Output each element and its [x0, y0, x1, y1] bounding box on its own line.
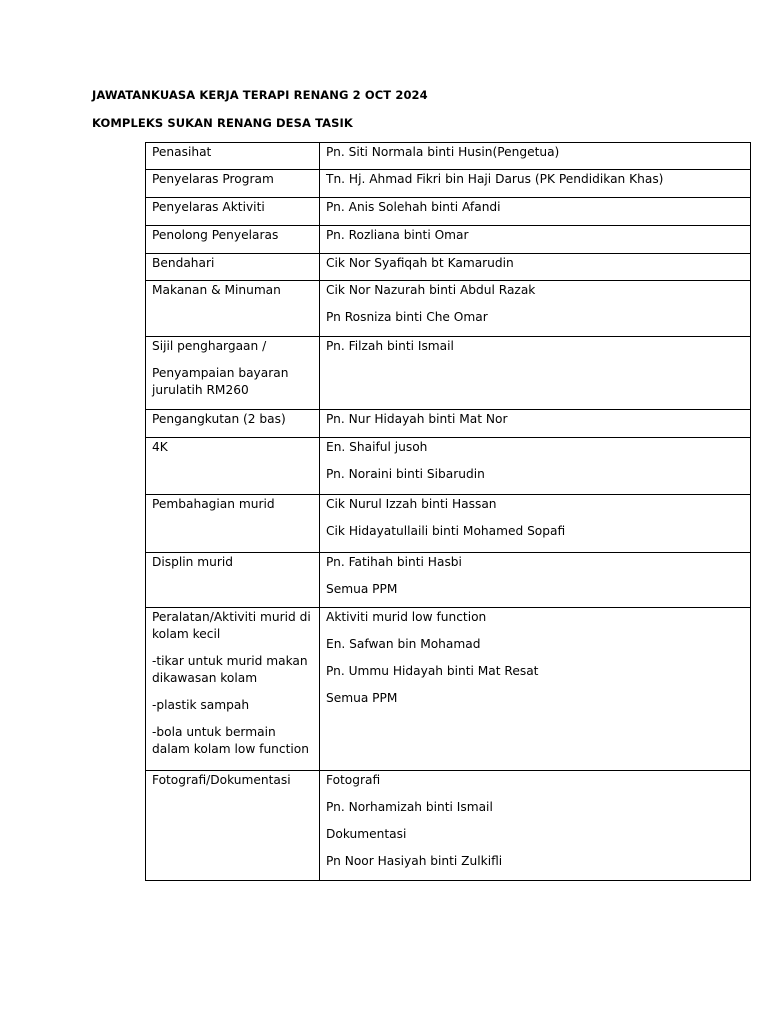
role-cell — [146, 410, 320, 438]
role-cell — [146, 771, 320, 881]
role-cell — [146, 198, 320, 226]
member-cell — [320, 254, 751, 281]
member-text: En. Shaiful jusoh — [326, 440, 428, 454]
member-cell — [320, 226, 751, 254]
member-text: Pn. Rozliana binti Omar — [326, 228, 469, 242]
member-cell — [320, 337, 751, 410]
member-text: Semua PPM — [326, 582, 398, 596]
member-cell — [320, 495, 751, 553]
document-subtitle: KOMPLEKS SUKAN RENANG DESA TASIK — [92, 116, 353, 130]
member-text: Tn. Hj. Ahmad Fikri bin Haji Darus (PK Pendidikan Khas) — [326, 172, 664, 186]
table-row — [146, 281, 751, 337]
role-text: Peralatan/Aktiviti murid di kolam kecil — [152, 610, 311, 641]
role-text: Pembahagian murid — [152, 497, 275, 511]
table-row — [146, 337, 751, 410]
role-cell — [146, 281, 320, 337]
member-text: Dokumentasi — [326, 827, 407, 841]
role-text: Sijil penghargaan / — [152, 339, 267, 353]
member-text: En. Safwan bin Mohamad — [326, 637, 481, 651]
role-text: Penasihat — [152, 145, 212, 159]
member-text: Cik Hidayatullaili binti Mohamed Sopafi — [326, 524, 566, 538]
committee-table-body — [146, 143, 751, 881]
role-text: -tikar untuk murid makan dikawasan kolam — [152, 654, 308, 685]
member-text: Pn. Anis Solehah binti Afandi — [326, 200, 501, 214]
member-text: Cik Nor Nazurah binti Abdul Razak — [326, 283, 536, 297]
role-text: -plastik sampah — [152, 698, 250, 712]
member-text: Pn. Filzah binti Ismail — [326, 339, 454, 353]
member-text: Pn Noor Hasiyah binti Zulkifli — [326, 854, 503, 868]
member-cell — [320, 281, 751, 337]
role-text: Penolong Penyelaras — [152, 228, 279, 242]
committee-table — [145, 142, 751, 881]
role-text: Bendahari — [152, 256, 215, 270]
role-cell — [146, 553, 320, 608]
member-text: Fotografi — [326, 773, 381, 787]
role-text: Pengangkutan (2 bas) — [152, 412, 286, 426]
role-text: Penyelaras Program — [152, 172, 274, 186]
table-row — [146, 438, 751, 495]
member-cell — [320, 608, 751, 771]
member-cell — [320, 553, 751, 608]
role-cell — [146, 608, 320, 771]
table-row — [146, 198, 751, 226]
table-row — [146, 254, 751, 281]
table-row — [146, 495, 751, 553]
role-cell — [146, 226, 320, 254]
document-title: JAWATANKUASA KERJA TERAPI RENANG 2 OCT 2024 — [92, 88, 428, 102]
role-text: Penyampaian bayaran jurulatih RM260 — [152, 366, 289, 397]
member-text: Pn. Ummu Hidayah binti Mat Resat — [326, 664, 539, 678]
member-text: Pn. Fatihah binti Hasbi — [326, 555, 462, 569]
member-cell — [320, 771, 751, 881]
table-row — [146, 553, 751, 608]
role-text: Fotografi/Dokumentasi — [152, 773, 291, 787]
member-cell — [320, 198, 751, 226]
table-row — [146, 771, 751, 881]
table-row — [146, 170, 751, 198]
member-text: Pn. Norhamizah binti Ismail — [326, 800, 493, 814]
member-text: Pn. Siti Normala binti Husin(Pengetua) — [326, 145, 560, 159]
member-text: Pn. Noraini binti Sibarudin — [326, 467, 485, 481]
role-cell — [146, 143, 320, 170]
role-cell — [146, 495, 320, 553]
role-cell — [146, 170, 320, 198]
role-cell — [146, 254, 320, 281]
member-text: Pn Rosniza binti Che Omar — [326, 310, 488, 324]
member-cell — [320, 410, 751, 438]
member-text: Pn. Nur Hidayah binti Mat Nor — [326, 412, 508, 426]
member-text: Semua PPM — [326, 691, 398, 705]
table-row — [146, 143, 751, 170]
role-text: -bola untuk bermain dalam kolam low function — [152, 725, 309, 756]
table-row — [146, 410, 751, 438]
member-cell — [320, 170, 751, 198]
role-cell — [146, 337, 320, 410]
role-text: 4K — [152, 440, 168, 454]
role-cell — [146, 438, 320, 495]
member-cell — [320, 438, 751, 495]
member-text: Cik Nor Syafiqah bt Kamarudin — [326, 256, 514, 270]
role-text: Penyelaras Aktiviti — [152, 200, 265, 214]
table-row — [146, 608, 751, 771]
role-text: Displin murid — [152, 555, 233, 569]
member-text: Aktiviti murid low function — [326, 610, 487, 624]
role-text: Makanan & Minuman — [152, 283, 281, 297]
member-cell — [320, 143, 751, 170]
table-row — [146, 226, 751, 254]
member-text: Cik Nurul Izzah binti Hassan — [326, 497, 497, 511]
